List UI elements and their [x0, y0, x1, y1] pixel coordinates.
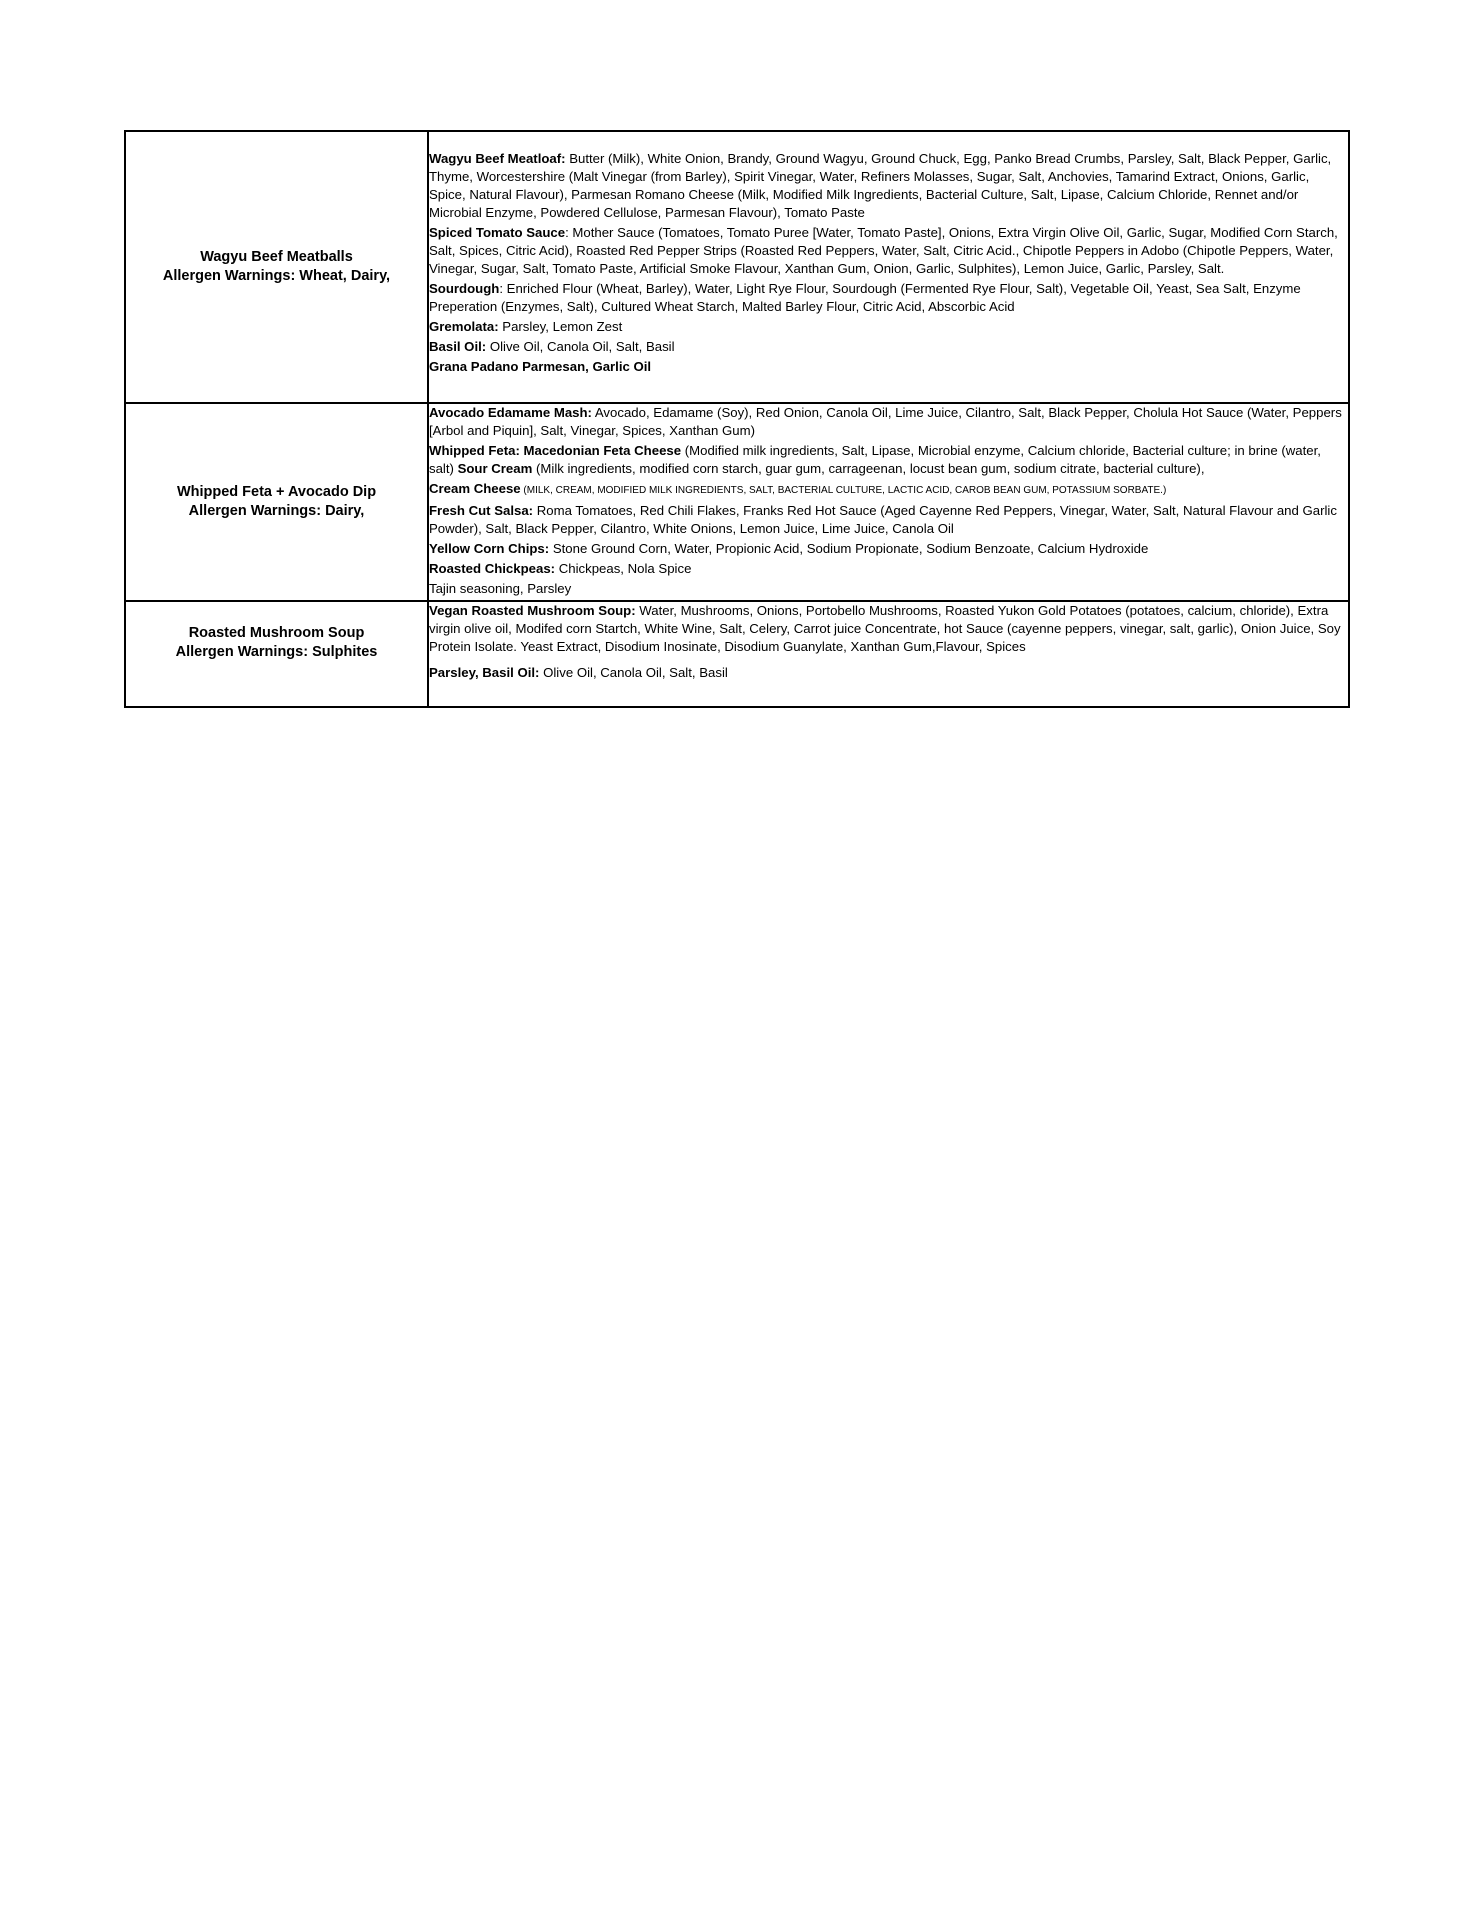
component-ingredients: Parsley, Lemon Zest [498, 319, 623, 334]
table-row [125, 601, 1349, 707]
component-name: Basil Oil: [429, 339, 487, 354]
allergen-sheet [124, 130, 1350, 708]
dish-cell [125, 131, 428, 403]
component-ingredients: : Enriched Flour (Wheat, Barley), Water, Light Rye Flour, Sourdough (Fermented Rye Flour, Salt), Vegetable Oil, Yeast, Sea Salt, Enzyme Preperation (Enzymes, Salt), Cultured Wheat Starch, Malted Barley Flour, Citric Acid, Abscorbic Acid [429, 281, 1301, 314]
component-ingredients: Butter (Milk), White Onion, Brandy, Ground Wagyu, Ground Chuck, Egg, Panko Bread Crumbs, Parsley, Salt, Black Pepper, Garlic, Thyme, Worcestershire (Malt Vinegar (from Barley), Spirit Vinegar, Water, Refiners Molasses, Sugar, Salt, Anchovies, Tamarind Extract, Onions, Garlic, Spice, Natural Flavour), Parmesan Romano Cheese (Milk, Modified Milk Ingredients, Bacterial Culture, Salt, Lipase, Calcium Chloride, Rennet and/or Microbial Enzyme, Powdered Cellulose, Parmesan Flavour), Tomato Paste [429, 151, 1332, 220]
component-name: Yellow Corn Chips: [429, 541, 550, 556]
component [429, 602, 1348, 656]
dish-name: Roasted Mushroom Soup [188, 625, 365, 641]
component [429, 480, 1348, 500]
component-name: Roasted Chickpeas: [429, 561, 556, 576]
component-name: Cream Cheese [429, 481, 521, 496]
component [429, 150, 1348, 222]
component [429, 664, 1348, 682]
component-name: Gremolata: [429, 319, 499, 334]
component-ingredients: (MILK, CREAM, MODIFIED MILK INGREDIENTS, SALT, BACTERIAL CULTURE, LACTIC ACID, CAROB BEAN GUM, POTASSIUM SORBATE.) [520, 485, 1167, 496]
component-name: Spiced Tomato Sauce [429, 225, 566, 240]
ingredients-cell [428, 131, 1349, 403]
component [429, 442, 1348, 478]
dish-cell [125, 403, 428, 601]
component-ingredients: Roma Tomatoes, Red Chili Flakes, Franks Red Hot Sauce (Aged Cayenne Red Peppers, Vinegar, Water, Salt, Natural Flavour and Garlic Powder), Salt, Black Pepper, Cilantro, White Onions, Lemon Juice, Lime Juice, Canola Oil [429, 503, 1337, 536]
ingredients-cell [428, 601, 1349, 707]
component-name: Sourdough [429, 281, 500, 296]
component-name: Grana Padano Parmesan, Garlic Oil [429, 359, 652, 374]
allergen-table [124, 130, 1350, 708]
component [429, 224, 1348, 278]
component-ingredients: Water, Mushrooms, Onions, Portobello Mushrooms, Roasted Yukon Gold Potatoes (potatoes, calcium, chloride), Extra virgin olive oil, Modifed corn Startch, White Wine, Salt, Celery, Carrot juice Concentrate, hot Sauce (cayenne peppers, vinegar, salt, garlic), Onion Juice, Soy Protein Isolate. Yeast Extract, Disodium Inosinate, Disodium Guanylate, Xanthan Gum,Flavour, Spices [429, 603, 1341, 654]
component [429, 404, 1348, 440]
component [429, 560, 1348, 578]
allergen-warning: Allergen Warnings: Dairy, [188, 503, 365, 519]
component-name: Parsley, Basil Oil: [429, 665, 540, 680]
component-ingredients: Olive Oil, Canola Oil, Salt, Basil [539, 665, 728, 680]
component [429, 580, 1348, 598]
component [429, 338, 1348, 356]
component [429, 318, 1348, 336]
component [429, 280, 1348, 316]
component-ingredients: Tajin seasoning, Parsley [429, 581, 572, 596]
component [429, 502, 1348, 538]
component-ingredients: (Milk ingredients, modified corn starch, guar gum, carrageenan, locust bean gum, sodium citrate, bacterial culture), [532, 461, 1205, 476]
ingredients-cell [428, 403, 1349, 601]
component-name: Avocado Edamame Mash: [429, 405, 592, 420]
component-name: Fresh Cut Salsa: [429, 503, 534, 518]
component-ingredients: : Mother Sauce (Tomatoes, Tomato Puree [Water, Tomato Paste], Onions, Extra Virgin Olive Oil, Garlic, Sugar, Modified Corn Starch, Salt, Spices, Citric Acid), Roasted Red Pepper Strips (Roasted Red Peppers, Water, Salt, Citric Acid., Chipotle Peppers in Adobo (Chipotle Peppers, Water, Vinegar, Sugar, Salt, Tomato Paste, Artificial Smoke Flavour, Xanthan Gum, Onion, Garlic, Sulphites), Lemon Juice, Garlic, Parsley, Salt. [429, 225, 1338, 276]
component-name: Whipped Feta: Macedonian Feta Cheese [429, 443, 682, 458]
component-ingredients: Avocado, Edamame (Soy), Red Onion, Canola Oil, Lime Juice, Cilantro, Salt, Black Pepper, Cholula Hot Sauce (Water, Peppers [Arbol and Piquin], Salt, Vinegar, Spices, Xanthan Gum) [429, 405, 1342, 438]
dish-name: Wagyu Beef Meatballs [200, 249, 353, 265]
component-ingredients: (Modified milk ingredients, Salt, Lipase, Microbial enzyme, Calcium chloride, Bacterial culture; in brine (water, salt) [429, 443, 1321, 476]
allergen-warning: Allergen Warnings: Wheat, Dairy, [162, 268, 391, 284]
allergen-warning: Allergen Warnings: Sulphites [175, 644, 378, 660]
component-ingredients: Chickpeas, Nola Spice [555, 561, 692, 576]
component [429, 540, 1348, 558]
component-ingredients: Olive Oil, Canola Oil, Salt, Basil [486, 339, 675, 354]
component [429, 358, 1348, 376]
component-ingredients: Stone Ground Corn, Water, Propionic Acid, Sodium Propionate, Sodium Benzoate, Calcium Hydroxide [549, 541, 1149, 556]
component-name: Sour Cream [457, 461, 533, 476]
dish-name: Whipped Feta + Avocado Dip [176, 484, 377, 500]
table-row [125, 131, 1349, 403]
dish-cell [125, 601, 428, 707]
table-row [125, 403, 1349, 601]
component-name: Wagyu Beef Meatloaf: [429, 151, 566, 166]
component-name: Vegan Roasted Mushroom Soup: [429, 603, 636, 618]
